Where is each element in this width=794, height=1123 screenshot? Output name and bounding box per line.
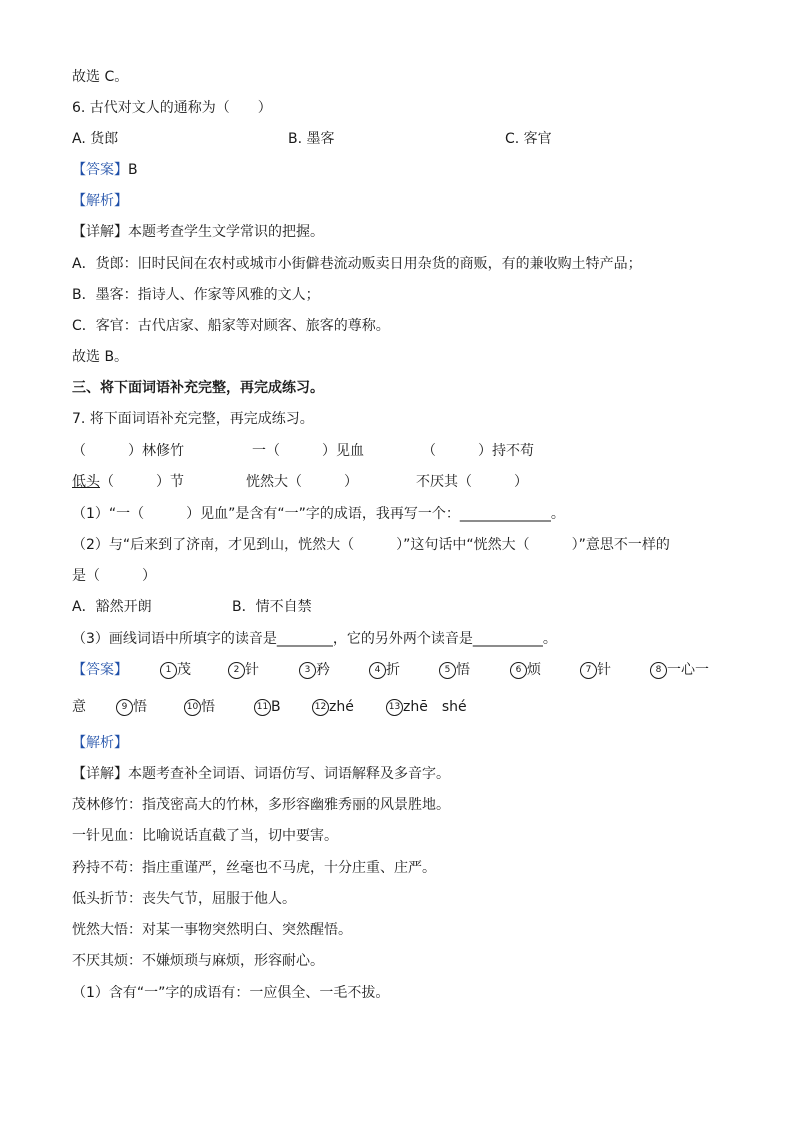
text-line: 故选 B。	[72, 349, 129, 365]
detail-tag: 【详解】	[72, 224, 128, 240]
answer-item: 11 B	[254, 697, 281, 717]
circled-number: 9	[116, 699, 133, 716]
option-c: C. 客官	[505, 131, 552, 147]
detail-line	[72, 764, 450, 784]
word-blank-3: （ ）持不苟	[422, 443, 534, 459]
sub2-option-b: B．情不自禁	[232, 599, 312, 615]
answer-item: 12 zhé	[312, 697, 354, 717]
explain-c: C．客官：古代店家、船家等对顾客、旅客的尊称。	[72, 318, 390, 334]
sub-question-2: （2）与“后来到了济南，才见到山，恍然大（ ）”这句话中“恍然大（ ）”意思不一样的	[72, 537, 670, 553]
answer-line	[72, 160, 138, 180]
answer-item: 7 针	[580, 660, 611, 680]
analysis-tag: 【解析】	[72, 735, 128, 751]
underlined-word: 低头	[72, 474, 100, 490]
sub-question-3: （3）画线词语中所填字的读音是________，它的另外两个读音是__________。	[72, 631, 557, 647]
circled-number: 12	[312, 699, 329, 716]
question-6: 6. 古代对文人的通称为（ ）	[72, 100, 272, 116]
circled-number: 7	[580, 662, 597, 679]
text-line: 故选 C。	[72, 69, 129, 85]
answer-tag: 【答案】	[72, 662, 128, 678]
detail-text: 本题考查学生文学常识的把握。	[128, 224, 324, 240]
answer-item: 1 茂	[160, 660, 191, 680]
word-blank-6: 不厌其（ ）	[416, 474, 528, 490]
circled-number: 1	[160, 662, 177, 679]
detail-tag: 【详解】	[72, 766, 128, 782]
sub-question-2-cont: 是（ ）	[72, 568, 156, 584]
explain-line: 不厌其烦：不嫌烦琐与麻烦，形容耐心。	[72, 953, 324, 969]
circled-number: 4	[369, 662, 386, 679]
section-title: 三、将下面词语补充完整，再完成练习。	[72, 380, 324, 396]
answer-wrap: 意	[72, 699, 86, 715]
circled-number: 10	[184, 699, 201, 716]
answer-row-2	[72, 697, 722, 717]
answer-item: 2 针	[228, 660, 259, 680]
explain-line: 低头折节：丧失气节，屈服于他人。	[72, 891, 296, 907]
circled-number: 3	[299, 662, 316, 679]
circled-number: 11	[254, 699, 271, 716]
answer-item: 6 烦	[510, 660, 541, 680]
explain-line: 恍然大悟：对某一事物突然明白、突然醒悟。	[72, 922, 352, 938]
answer-item: 5 悟	[439, 660, 470, 680]
word-blank-4: 低头（ ）节	[72, 474, 184, 490]
sub2-option-a: A．豁然开朗	[72, 599, 152, 615]
analysis-tag: 【解析】	[72, 193, 128, 209]
circled-number: 2	[228, 662, 245, 679]
circled-number: 5	[439, 662, 456, 679]
explain-b: B．墨客：指诗人、作家等风雅的文人；	[72, 287, 320, 303]
explain-line: 茂林修竹：指茂密高大的竹林，多形容幽雅秀丽的风景胜地。	[72, 797, 450, 813]
answer-value: B	[128, 162, 138, 178]
circled-number: 8	[650, 662, 667, 679]
explain-a: A．货郎：旧时民间在农村或城市小街僻巷流动贩卖日用杂货的商贩，有的兼收购土特产品；	[72, 256, 642, 272]
answer-item: 10 悟	[184, 697, 215, 717]
word-blank-2: 一（ ）见血	[252, 443, 364, 459]
circled-number: 13	[386, 699, 403, 716]
answer-item: 4 折	[369, 660, 400, 680]
answer-item: 8 一心一	[650, 660, 709, 680]
word-blank-5: 恍然大（ ）	[246, 474, 358, 490]
explain-line: 矜持不苟：指庄重谨严，丝毫也不马虎，十分庄重、庄严。	[72, 860, 436, 876]
detail-line	[72, 222, 324, 242]
option-b: B. 墨客	[288, 131, 335, 147]
detail-text: 本题考查补全词语、词语仿写、词语解释及多音字。	[128, 766, 450, 782]
answer-tag: 【答案】	[72, 162, 128, 178]
word-blank-1: （ ）林修竹	[72, 443, 184, 459]
question-7: 7. 将下面词语补充完整，再完成练习。	[72, 411, 314, 427]
answer-row-1	[72, 660, 722, 680]
sub-question-1: （1）“一（ ）见血”是含有“一”字的成语，我再写一个：_____________。	[72, 506, 565, 522]
answer-item: 3 矜	[299, 660, 330, 680]
answer-item: 9 悟	[116, 697, 147, 717]
circled-number: 6	[510, 662, 527, 679]
explain-line: （1）含有“一”字的成语有：一应俱全、一毛不拔。	[72, 985, 390, 1001]
option-a: A. 货郎	[72, 131, 119, 147]
explain-line: 一针见血：比喻说话直截了当，切中要害。	[72, 828, 338, 844]
answer-item: 13 zhē shé	[386, 697, 467, 717]
